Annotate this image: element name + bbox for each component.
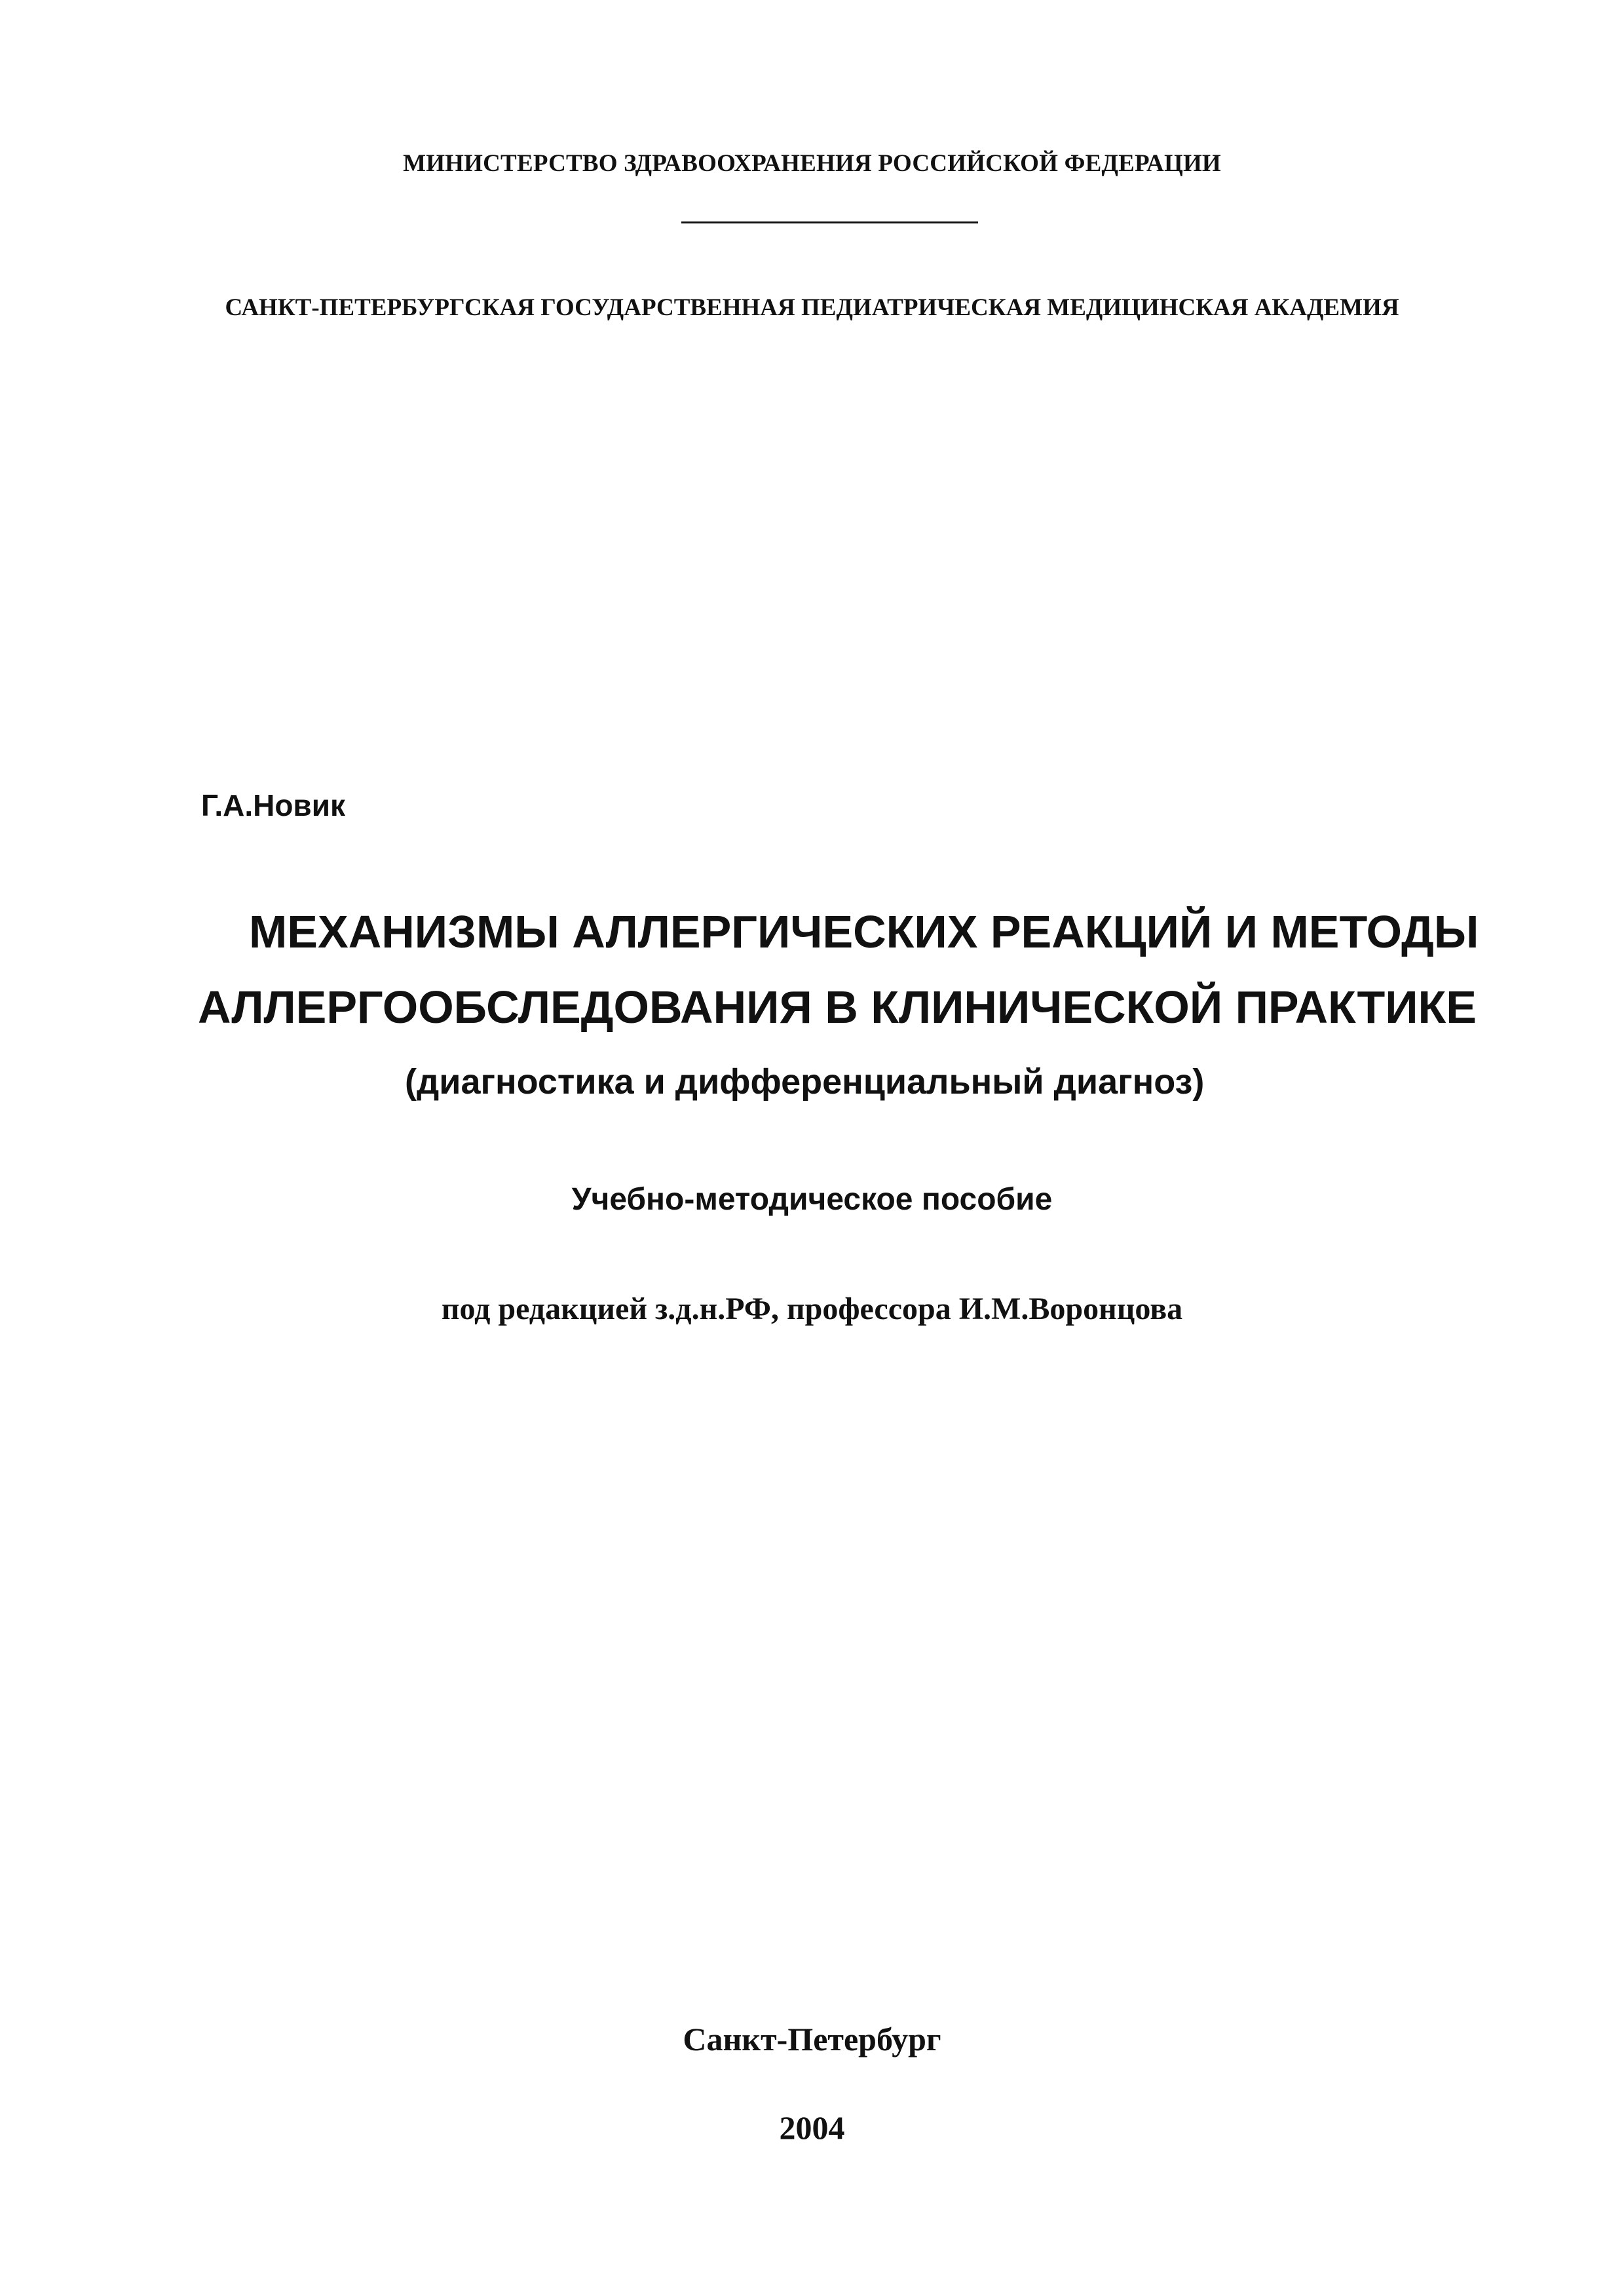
document-type: Учебно-методическое пособие: [571, 1182, 1053, 1217]
academy-heading: САНКТ-ПЕТЕРБУРГСКАЯ ГОСУДАРСТВЕННАЯ ПЕДИАТРИЧЕСКАЯ МЕДИЦИНСКАЯ АКАДЕМИЯ: [225, 294, 1399, 321]
ministry-heading: МИНИСТЕРСТВО ЗДРАВООХРАНЕНИЯ РОССИЙСКОЙ ФЕДЕРАЦИИ: [403, 150, 1221, 177]
title-line-1: МЕХАНИЗМЫ АЛЛЕРГИЧЕСКИХ РЕАКЦИЙ И МЕТОДЫ: [249, 906, 1479, 957]
title-line-2: АЛЛЕРГООБСЛЕДОВАНИЯ В КЛИНИЧЕСКОЙ ПРАКТИКЕ: [198, 982, 1477, 1033]
publication-year: 2004: [779, 2109, 845, 2146]
subtitle: (диагностика и дифференциальный диагноз): [405, 1062, 1205, 1101]
editor-line: под редакцией з.д.н.РФ, профессора И.М.Воронцова: [441, 1292, 1183, 1326]
author-name: Г.А.Новик: [201, 788, 346, 822]
separator-line: [681, 221, 978, 223]
publication-city: Санкт-Петербург: [683, 2021, 941, 2057]
